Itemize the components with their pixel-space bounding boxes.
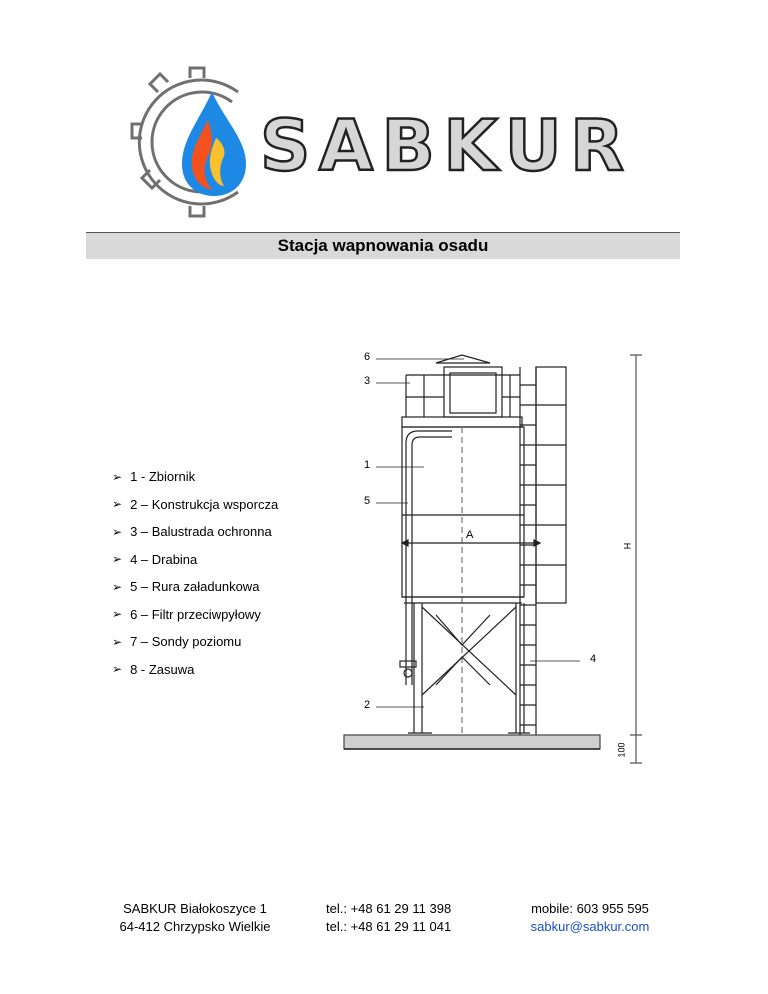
component-legend [112,463,278,683]
label-5: 5 [364,495,371,507]
label-4: 4 [590,653,597,665]
label-6: 6 [364,351,371,363]
legend-item: ➢ 5 – Rura załadunkowa [112,579,260,595]
tank-body [402,427,524,735]
label-a: A [466,529,474,541]
footer-contact: mobile: 603 955 595 sabkur@sabkur.com [520,900,660,936]
arrow-bullet-icon: ➢ [112,524,123,539]
support-structure [408,603,530,733]
arrow-bullet-icon: ➢ [112,662,123,677]
guard-rail [402,375,522,427]
page-title: Stacja wapnowania osadu [277,236,489,255]
arrow-bullet-icon: ➢ [112,469,123,484]
arrow-bullet-icon: ➢ [112,607,123,622]
arrow-bullet-icon: ➢ [112,579,123,594]
label-h: H [622,542,633,550]
loading-pipe [400,431,452,685]
legend-item: ➢ 8 - Zasuwa [112,661,195,677]
sabkur-logo [128,62,648,222]
legend-item: ➢ 3 – Balustrada ochronna [112,524,272,540]
legend-item: ➢ 4 – Drabina [112,551,198,567]
legend-item: ➢ 1 - Zbiornik [112,469,196,485]
footer-address: SABKUR Białokoszyce 1 64-412 Chrzypsko Wielkie [119,901,271,934]
flame-drop-icon [182,92,246,196]
dimension-h [630,355,642,763]
ladder [520,367,566,735]
ground-slab [344,735,600,749]
email-link[interactable]: sabkur@sabkur.com [530,919,650,934]
leader-lines [376,359,580,707]
legend-item: ➢ 2 – Konstrukcja wsporcza [112,496,279,512]
label-100: 100 [616,742,627,758]
filter-housing [436,355,502,417]
arrow-bullet-icon: ➢ [112,634,123,649]
title-bar [86,232,680,259]
arrow-bullet-icon: ➢ [112,552,123,567]
arrow-bullet-icon: ➢ [112,497,123,512]
footer-phones: tel.: +48 61 29 11 398 tel.: +48 61 29 11 041 [326,901,452,934]
legend-item: ➢ 6 – Filtr przeciwpyłowy [112,606,261,622]
label-2: 2 [364,699,371,711]
silo-drawing [340,345,660,770]
legend-item: ➢ 7 – Sondy poziomu [112,634,242,650]
label-1: 1 [364,459,371,471]
label-3: 3 [364,375,371,387]
logo-text: SABKUR [260,105,630,187]
